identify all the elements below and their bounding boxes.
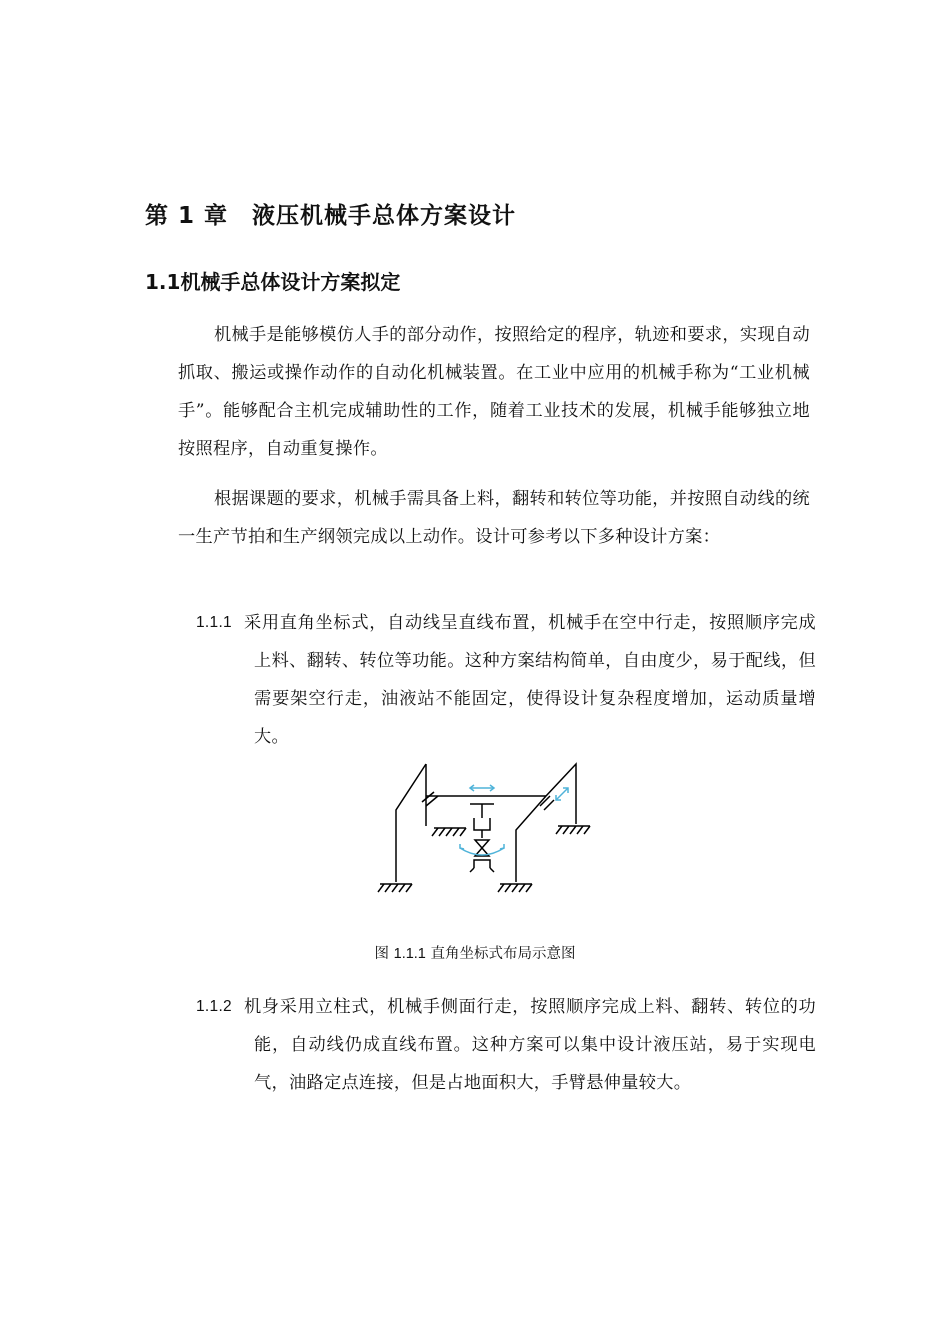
subsection-item xyxy=(196,988,816,1102)
subsection-number: 1.1.1 xyxy=(196,614,232,631)
subsection-text: 采用直角坐标式，自动线呈直线布置，机械手在空中行走，按照顺序完成上料、翻转、转位等功能。这种方案结构简单，自由度少，易于配线，但需要架空行走，油液站不能固定，使得设计复杂程度增加，运动质量增大。 xyxy=(244,613,816,747)
caption-text: 直角坐标式布局示意图 xyxy=(430,946,576,962)
subsection-number: 1.1.2 xyxy=(196,998,232,1015)
section-heading xyxy=(145,266,400,295)
ground-hatch xyxy=(432,828,466,836)
body-paragraph: 机械手是能够模仿人手的部分动作，按照给定的程序，轨迹和要求，实现自动抓取、搬运或操作动作的自动化机械装置。在工业中应用的机械手称为“工业机械手”。能够配合主机完成辅助性的工作，随着工业技术的发展，机械手能够独立地按照程序，自动重复操作。 xyxy=(178,325,810,459)
body-paragraph: 根据课题的要求，机械手需具备上料，翻转和转位等功能，并按照自动线的统一生产节拍和生产纲领完成以上动作。设计可参考以下多种设计方案： xyxy=(178,489,810,547)
chapter-title: 液压机械手总体方案设计 xyxy=(252,203,517,229)
wrist-joint xyxy=(475,840,489,848)
gripper-finger xyxy=(490,868,494,872)
gripper xyxy=(474,860,490,868)
chapter-heading xyxy=(145,197,516,230)
caption-number: 1.1.1 xyxy=(393,946,426,962)
diagram-structure xyxy=(378,764,590,892)
ground-hatch xyxy=(498,884,532,892)
cartesian-layout-diagram xyxy=(370,758,600,908)
ground-hatch xyxy=(556,826,590,834)
subsection-text: 机身采用立柱式，机械手侧面行走，按照顺序完成上料、翻转、转位的功能，自动线仍成直线布置。这种方案可以集中设计液压站，易于实现电气，油路定点连接，但是占地面积大，手臂悬伸量较大。 xyxy=(244,997,816,1093)
subsection-item xyxy=(196,604,816,756)
caption-prefix: 图 xyxy=(374,946,390,962)
figure-caption xyxy=(0,942,950,963)
diagonal-motion-arrow-icon xyxy=(556,788,568,800)
section-number: 1.1 xyxy=(145,270,181,294)
ground-hatch xyxy=(378,884,412,892)
left-pillar xyxy=(396,764,426,882)
chapter-number: 第 1 章 xyxy=(145,203,229,229)
section-title: 机械手总体设计方案拟定 xyxy=(180,270,401,294)
right-pillar xyxy=(516,796,546,882)
arm-cylinder xyxy=(474,818,490,830)
gripper-finger xyxy=(470,868,474,872)
